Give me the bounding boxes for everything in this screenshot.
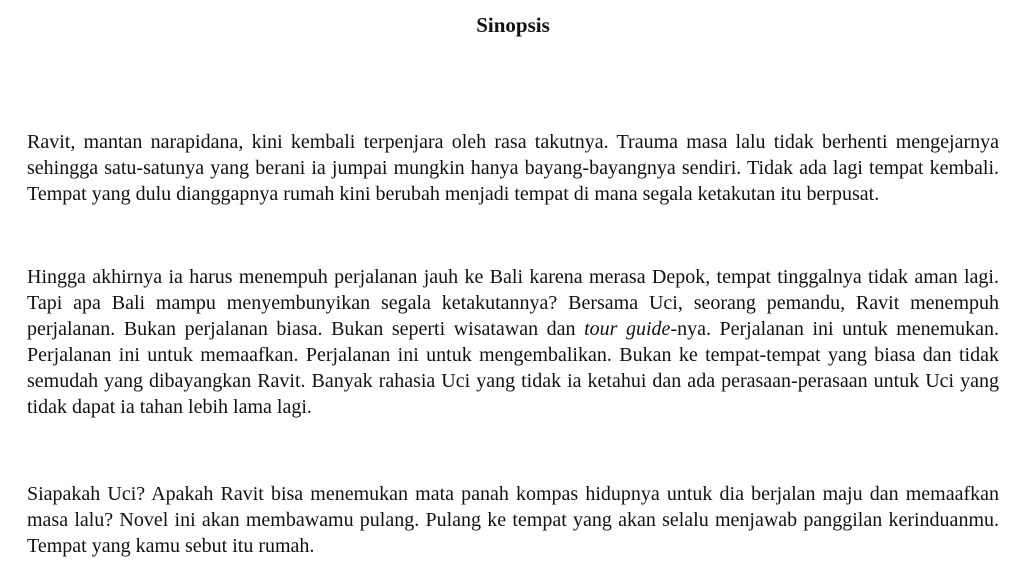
synopsis-paragraph-3 — [27, 481, 999, 559]
synopsis-paragraph-2 — [27, 264, 999, 420]
synopsis-paragraph-1 — [27, 129, 999, 207]
paragraph-text: Ravit, mantan narapidana, kini kembali terpenjara oleh rasa takutnya. Trauma masa lalu tidak berhenti mengejarnya sehingga satu-satunya yang berani ia jumpai mungkin hanya bayang-bayangnya sendiri. Tidak ada lagi tempat kembali. Tempat yang dulu dianggapnya rumah kini berubah menjadi tempat di mana segala ketakutan itu berpusat. — [27, 131, 999, 205]
paragraph-text: Siapakah Uci? Apakah Ravit bisa menemukan mata panah kompas hidupnya untuk dia berjalan maju dan memaafkan masa lalu? Novel ini akan membawamu pulang. Pulang ke tempat yang akan selalu menjawab panggilan kerinduanmu. Tempat yang kamu sebut itu rumah. — [27, 483, 999, 557]
paragraph-text: Hingga akhirnya ia harus menempuh perjalanan jauh ke Bali karena merasa Depok, tempat tinggalnya tidak aman lagi. Tapi apa Bali mampu menyembunyikan segala ketakutannya? Bersama Uci, seorang pemandu, Ravit menempuh perjalanan. Bukan perjalanan biasa. Bukan seperti wisatawan dan — [27, 266, 999, 340]
paragraph-text: -nya. Perjalanan ini untuk menemukan. Perjalanan ini untuk memaafkan. Perjalanan ini untuk mengembalikan. Bukan ke tempat-tempat yang biasa dan tidak semudah yang dibayangkan Ravit. Banyak rahasia Uci yang tidak ia ketahui dan ada perasaan-perasaan untuk Uci yang tidak dapat ia tahan lebih lama lagi. — [27, 318, 999, 418]
italic-term-tour-guide: tour guide — [584, 318, 671, 340]
document-title: Sinopsis — [476, 13, 550, 37]
